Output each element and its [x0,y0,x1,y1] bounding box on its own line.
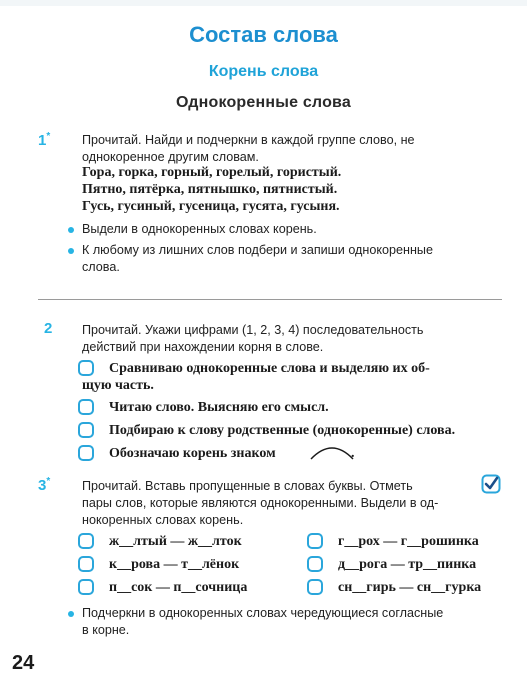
page-title: Состав слова [189,22,338,47]
pair-checkbox-left-2[interactable] [78,556,94,572]
task3-instruction-line1: Прочитай. Вставь пропущенные в словах буквы. Отметь [82,479,413,493]
word-group-3: Гусь, гусиный, гусеница, гусята, гусыня. [82,199,340,214]
step-3: Подбираю к слову родственные (однокоренные) слова. [109,423,456,438]
bullet-dot [68,611,74,617]
word-group-2: Пятно, пятёрка, пятнышко, пятнистый. [82,182,338,197]
step-order-box-3[interactable] [78,422,94,438]
pair-checkbox-right-2[interactable] [307,556,323,572]
step-order-box-2[interactable] [78,399,94,415]
task1-instruction-line2: однокоренное другим словам. [82,150,259,164]
step-order-box-4[interactable] [78,445,94,461]
bullet-dot [68,227,74,233]
step-order-box-1[interactable] [78,360,94,376]
root-arc-icon [308,441,356,461]
word-pair-right-3: сн__гирь — сн__гурка [338,580,482,595]
task1-bullet-2-line1: К любому из лишних слов подбери и запиши однокоренные [82,243,433,257]
step-4: Обозначаю корень знаком [109,446,276,461]
step-2: Читаю слово. Выясняю его смысл. [109,400,329,415]
task1-bullet-1: Выдели в однокоренных словах корень. [82,222,317,236]
topic-heading: Однокоренные слова [176,94,351,111]
pair-checkbox-left-3[interactable] [78,579,94,595]
step-4-period: . [351,446,355,461]
section-subtitle: Корень слова [208,63,319,80]
checkmark-icon [481,474,501,494]
answer-line[interactable] [38,299,502,300]
task2-number: 2 [44,320,53,337]
task1-instruction-line1: Прочитай. Найди и подчеркни в каждой группе слово, не [82,133,415,147]
task1-number: 1* [38,131,51,149]
pair-checkbox-left-1[interactable] [78,533,94,549]
word-group-1: Гора, горка, горный, горелый, гористый. [82,165,342,180]
task3-bullet-line1: Подчеркни в однокоренных словах чередующиеся согласные [82,606,444,620]
bullet-dot [68,248,74,254]
word-pair-right-1: г__рох — г__рошинка [338,534,479,549]
task1-bullet-2-line2: слова. [82,260,120,274]
step-1-line1: Сравниваю однокоренные слова и выделяю их об- [109,361,430,376]
task3-instruction-line3: нокоренных словах корень. [82,513,244,527]
pair-checkbox-right-1[interactable] [307,533,323,549]
task2-instruction-line1: Прочитай. Укажи цифрами (1, 2, 3, 4) последовательность [82,323,424,337]
word-pair-right-2: д__рога — тр__пинка [338,557,477,572]
task3-bullet-line2: в корне. [82,623,130,637]
word-pair-left-2: к__рова — т__лёнок [109,557,240,572]
top-band [0,0,527,6]
word-pair-left-3: п__сок — п__сочница [109,580,248,595]
step-1-line2: щую часть. [82,378,154,393]
page-number: 24 [12,652,35,674]
word-pair-left-1: ж__лтый — ж__лток [109,534,242,549]
task3-instruction-line2: пары слов, которые являются однокоренными. Выдели в од- [82,496,439,510]
task3-number: 3* [38,476,51,494]
task2-instruction-line2: действий при нахождении корня в слове. [82,340,324,354]
pair-checkbox-right-3[interactable] [307,579,323,595]
